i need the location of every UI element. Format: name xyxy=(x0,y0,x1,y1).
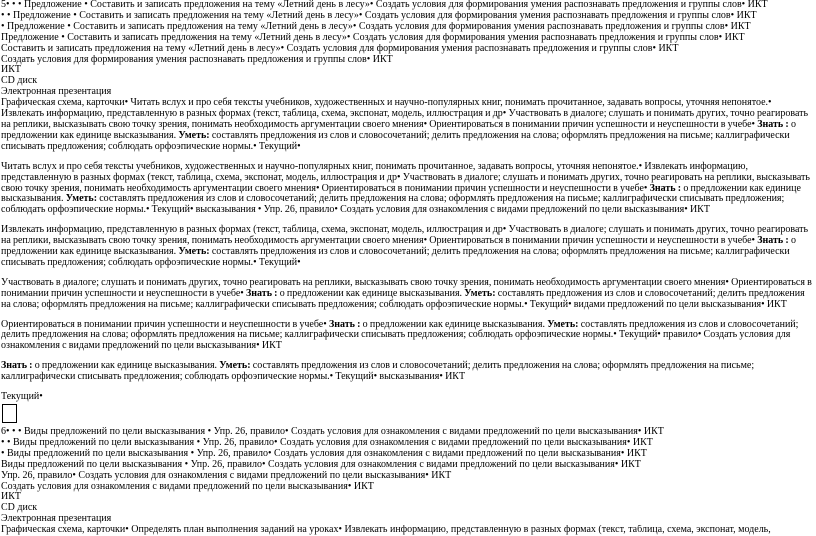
text-line: Электронная презентация xyxy=(1,87,112,98)
paragraph-4 xyxy=(1,278,814,311)
paragraph-text: составлять предложения из слов и словосочетаний; делить предложения на слова; оформлять предложения на письме; каллиграфически списывать предложения; соблюдать орфоэпические нормы.• Текущий• высказывания• ИКТ xyxy=(1,360,755,383)
able-label: Уметь: xyxy=(219,360,251,372)
text-line: Составить и записать предложения на тему «Летний день в лесу»• Создать условия для формирования умения распознавать предложения и группы слов• ИКТ xyxy=(1,43,679,54)
text-line: Виды предложений по цели высказывания • Упр. 26, правило• Создать условия для ознакомления с видами предложений по цели высказывания• ИКТ xyxy=(1,459,641,470)
spacer xyxy=(1,383,814,392)
able-label: Уметь: xyxy=(178,246,210,258)
text-line: 5• • • Предложение • Составить и записать предложения на тему «Летний день в лесу»• Создать условия для формирования умения распознавать предложения и группы слов• ИКТ xyxy=(1,0,768,10)
document-body xyxy=(1,0,814,536)
text-line: • • Виды предложений по цели высказывания • Упр. 26, правило• Создать условия для ознакомления с видами предложений по цели высказывания• ИКТ xyxy=(1,437,653,448)
text-line: CD диск xyxy=(1,76,38,87)
paragraph-text: о предложении как единице высказывания. xyxy=(277,287,465,299)
paragraph-2 xyxy=(1,162,814,217)
text-line: CD диск xyxy=(1,503,38,514)
able-label: Уметь: xyxy=(65,193,98,205)
know-label: Знать : xyxy=(649,182,682,194)
text-line: Графическая схема, карточки• Определять план выполнения заданий на уроках• Извлекать информацию, представленную в разных формах (текст, таблица, схема, экспонат, модель, xyxy=(1,525,771,536)
know-label: Знать : xyxy=(246,287,278,299)
know-label: Знать : xyxy=(757,118,789,130)
paragraph-text: о предложении как единице высказывания. xyxy=(32,360,220,372)
text-line: • • Предложение • Составить и записать предложения на тему «Летний день в лесу»• Создать условия для формирования умения распознавать предложения и группы слов• ИКТ xyxy=(1,10,757,21)
paragraph-text: Ориентироваться в понимании причин успешности и неуспешности в учебе• xyxy=(1,318,329,330)
paragraph-text: Читать вслух и про себя тексты учебников, художественных и научно-популярных книг, понимать прочитанное, задавать вопросы, уточняя непонятое.• Извлекать информацию, представленную в разных формах (текст, таблица, схема, экспонат, модель, иллюстрация и др• Участвовать в диалоге; слушать и понимать других, точно реагировать на реплики, высказывать свою точку зрения, понимать необходимость аргументации своего мнения• Ориентироваться в понимании причин успешности и неуспешности в учебе• xyxy=(1,160,810,194)
paragraph-text: составлять предложения из слов и словосочетаний; делить предложения на слова; оформлять предложения на письме; каллиграфически списывать предложения; соблюдать орфоэпические нормы.• Текущий• правило• Создать условия для ознакомления с видами предложений по цели высказывания• ИКТ xyxy=(1,318,799,352)
text-line: • Предложение • Составить и записать предложения на тему «Летний день в лесу»• Создать условия для формирования умения распознавать предложения и группы слов• ИКТ xyxy=(1,21,751,32)
text-line: Упр. 26, правило• Создать условия для ознакомления с видами предложений по цели высказывания• ИКТ xyxy=(1,470,452,481)
text-line: ИКТ xyxy=(1,492,21,503)
know-label: Знать : xyxy=(328,318,361,330)
text-line: Текущий• xyxy=(1,392,43,403)
paragraph-text: составлять предложения из слов и словосочетаний; делить предложения на слова; оформлять предложения на письме; каллиграфически списывать предложения; соблюдать орфоэпические нормы.• Текущий• xyxy=(1,246,790,268)
section-5 xyxy=(1,0,814,98)
able-label: Уметь: xyxy=(178,129,210,141)
text-line: Создать условия для ознакомления с видами предложений по цели высказывания• ИКТ xyxy=(1,481,374,492)
paragraph-text: Участвовать в диалоге; слушать и понимать других, точно реагировать на реплики, высказывать свою точку зрения, понимать необходимость аргументации своего мнения• Ориентироваться в понимании причин успешности и неуспешности в учебе• xyxy=(1,276,812,299)
paragraph-text: о предложении как единице высказывания. xyxy=(1,182,801,205)
text-line: ИКТ xyxy=(1,65,21,76)
text-line: Электронная презентация xyxy=(1,514,112,525)
paragraph-text: о предложении как единице высказывания. xyxy=(360,318,548,330)
paragraph-6 xyxy=(1,361,814,383)
embedded-image-placeholder xyxy=(2,404,17,423)
know-label: Знать : xyxy=(757,235,789,247)
paragraph-text: Графическая схема, карточки• Читать вслух и про себя тексты учебников, художественных и научно-популярных книг, понимать прочитанное, задавать вопросы, уточняя непонятое.• Извлекать информацию, представленную в разных формах (текст, таблица, схема, экспонат, модель, иллюстрация и др• Участвовать в диалоге; слушать и понимать других, точно реагировать на реплики, высказывать свою точку зрения, понимать необходимость аргументации своего мнения• Ориентироваться в понимании причин успешности и неуспешности в учебе• xyxy=(1,97,809,130)
text-line: Создать условия для формирования умения распознавать предложения и группы слов• ИКТ xyxy=(1,54,393,65)
paragraph-text: о предложении как единице высказывания. xyxy=(1,118,796,141)
paragraph-text: составлять предложения из слов и словосочетаний; делить предложения на слова; оформлять предложения на письме; каллиграфически списывать предложения; соблюдать орфоэпические нормы.• Текущий• видами предложений по цели высказывания• ИКТ xyxy=(1,287,805,310)
text-line: Предложение • Составить и записать предложения на тему «Летний день в лесу»• Создать условия для формирования умения распознавать предложения и группы слов• ИКТ xyxy=(1,32,745,43)
paragraph-1 xyxy=(1,98,814,153)
paragraph-5 xyxy=(1,320,814,353)
paragraph-3 xyxy=(1,225,814,269)
text-line: • Виды предложений по цели высказывания • Упр. 26, правило• Создать условия для ознакомления с видами предложений по цели высказывания• ИКТ xyxy=(1,448,647,459)
text-line: 6• • • Виды предложений по цели высказывания • Упр. 26, правило• Создать условия для ознакомления с видами предложений по цели высказывания• ИКТ xyxy=(1,427,664,437)
paragraph-text: Извлекать информацию, представленную в разных формах (текст, таблица, схема, экспонат, модель, иллюстрация и др• Участвовать в диалоге; слушать и понимать других, точно реагировать на реплики, высказывать свою точку зрения, понимать необходимость аргументации своего мнения• Ориентироваться в понимании причин успешности и неуспешности в учебе• xyxy=(1,224,809,247)
paragraph-text: о предложении как единице высказывания. xyxy=(1,235,796,258)
section-6 xyxy=(1,427,814,536)
paragraph-text: составлять предложения из слов и словосочетаний; делить предложения на слова; оформлять предложения на письме; каллиграфически списывать предложения; соблюдать орфоэпические нормы.• Текущий• высказывания • Упр. 26, правило• Создать условия для ознакомления с видами предложений по цели высказывания• ИКТ xyxy=(1,193,785,216)
paragraph-text: составлять предложения из слов и словосочетаний; делить предложения на слова; оформлять предложения на письме; каллиграфически списывать предложения; соблюдать орфоэпические нормы.• Текущий• xyxy=(1,129,790,152)
able-label: Уметь: xyxy=(547,318,579,330)
know-label: Знать : xyxy=(1,360,33,372)
able-label: Уметь: xyxy=(464,287,496,299)
